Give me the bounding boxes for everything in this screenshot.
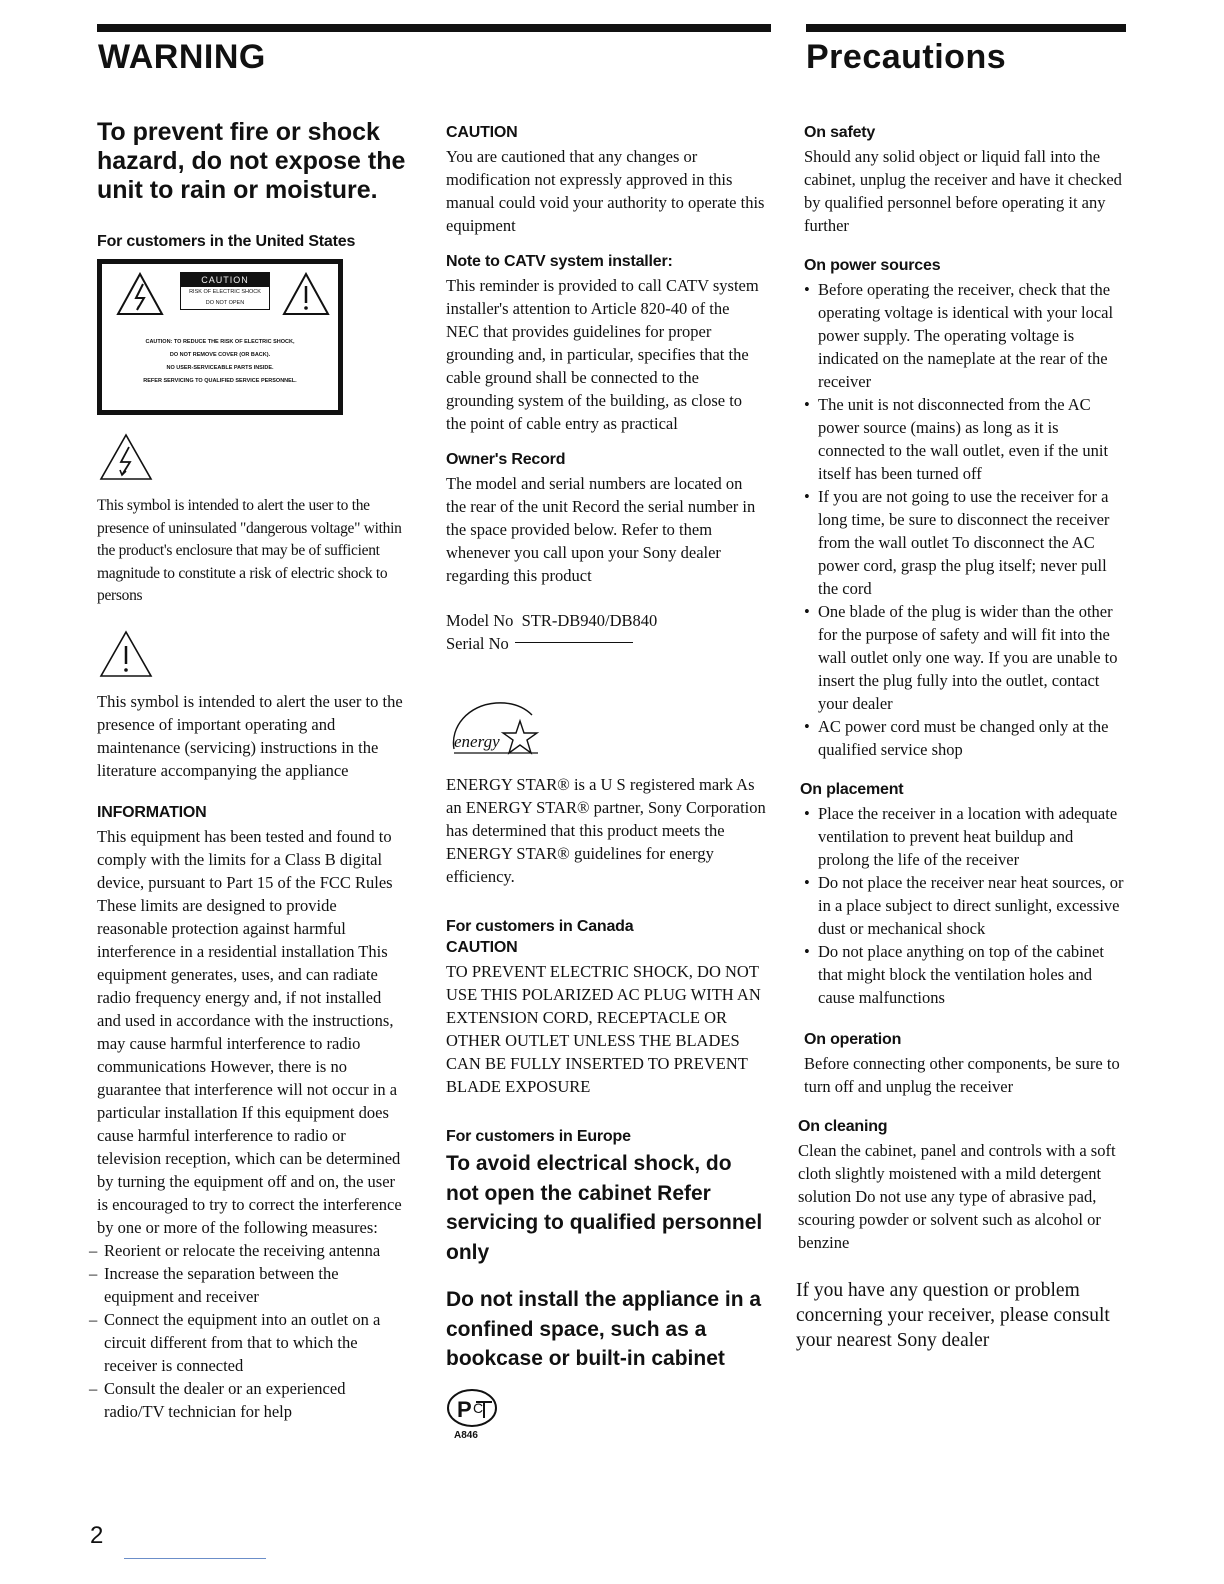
list-item: – Consult the dealer or an experienced radio/TV technician for help [89,1377,409,1423]
europe-lead-2: Do not install the appliance in a confined space, such as a bookcase or built-in cabinet [446,1288,762,1370]
label-donotopen-text: DO NOT OPEN [205,300,245,306]
model-line [446,609,766,632]
cleaning-body: Clean the cabinet, panel and controls with a soft cloth slightly moistened with a mild detergent solution Do not use any type of abrasive pad, scouring powder or solvent such as alcohol or benzine [798,1141,1116,1252]
serial-line [446,632,766,655]
energy-logo-text: energy [454,732,500,751]
exclamation-triangle-icon [99,630,153,678]
cleaning-heading: On cleaning [798,1118,888,1135]
list-item: • Do not place the receiver near heat sources, or in a place subject to direct sunlight, excessive dust or mechanical shock [804,871,1124,940]
caution-label [97,259,343,415]
placement-heading: On placement [800,781,904,798]
europe-heading: For customers in Europe [446,1128,631,1145]
measures-list [89,1239,409,1423]
list-item: • AC power cord must be changed only at the qualified service shop [804,715,1124,761]
column-notices [446,124,766,1441]
pct-mark-icon [446,1388,502,1428]
serial-blank [515,642,633,643]
label-line: NO USER-SERVICEABLE PARTS INSIDE. [166,365,274,371]
header-rule-right [806,24,1126,32]
list-item: – Connect the equipment into an outlet on a circuit different from that to which the receiver is connected [89,1308,409,1377]
page-number: 2 [90,1522,104,1549]
lightning-triangle-icon [116,272,164,316]
information-body: This equipment has been tested and found to comply with the limits for a Class B digital device, pursuant to Part 15 of the FCC Rules These limits are designed to provide reasonable protection against harmful interference in a residential installation This equipment generates, uses, and can radiate radio frequency energy and, if not installed and used in accordance with the instructions, may cause harmful interference to radio communications However, there is no guarantee that interference will not occur in a particular installation If this equipment does cause harmful interference to radio or television reception, which can be determined by turning the equipment off and on, the user is encouraged to try to correct the interference by one or more of the following measures: [97,826,402,1237]
column-warning [97,118,409,1423]
europe-lead-1: To avoid electrical shock, do not open the cabinet Refer servicing to qualified personnel only [446,1152,763,1264]
footer-rule [124,1558,266,1559]
list-item: • If you are not going to use the receiver for a long time, be sure to disconnect the receiver from the wall outlet To disconnect the AC power cord, grasp the plug itself; never pull the cord [804,485,1124,600]
canada-body: TO PREVENT ELECTRIC SHOCK, DO NOT USE THIS POLARIZED AC PLUG WITH AN EXTENSION CORD, RECEPTACLE OR OTHER OUTLET UNLESS THE BLADES CAN BE FULLY INSERTED TO PREVENT BLADE EXPOSURE [446,962,761,1096]
owners-record-body: The model and serial numbers are located on the rear of the unit Record the serial number in the space provided below. Refer to them whenever you call upon your Sony dealer regarding this product [446,474,756,585]
safety-body: Should any solid object or liquid fall into the cabinet, unplug the receiver and have it checked by qualified personnel before operating it any further [804,147,1122,235]
owners-record-heading: Owner's Record [446,451,566,468]
canada-heading: For customers in Canada [446,918,634,935]
header-rule-left [97,24,771,32]
closing-note: If you have any question or problem concerning your receiver, please consult your nearest Sony dealer [796,1280,1110,1351]
label-caution-block [180,272,270,310]
warning-lead: To prevent fire or shock hazard, do not expose the unit to rain or moisture. [97,118,406,204]
lightning-triangle-icon [99,433,153,481]
warning-title: WARNING [98,38,266,76]
energy-star-text: ENERGY STAR® is a U S registered mark As an ENERGY STAR® partner, Sony Corporation has determined that this product meets the ENERGY STAR® guidelines for energy efficiency. [446,775,766,886]
catv-body: This reminder is provided to call CATV system installer's attention to Article 820-40 of the NEC that provides guidelines for proper grounding and, in particular, specifies that the cable ground shall be connected to the grounding system of the building, as close to the point of cable entry as practical [446,276,759,433]
list-item: – Reorient or relocate the receiving antenna [89,1239,409,1262]
label-line: REFER SERVICING TO QUALIFIED SERVICE PERSONNEL. [143,378,297,384]
label-caution-text: CAUTION [181,273,269,287]
list-item: – Increase the separation between the equipment and receiver [89,1262,409,1308]
svg-text:P: P [457,1396,472,1422]
operation-heading: On operation [804,1031,902,1048]
operation-body: Before connecting other components, be sure to turn off and unplug the receiver [804,1054,1120,1096]
column-precautions [796,124,1124,1353]
symbol1-text: This symbol is intended to alert the user to the presence of uninsulated "dangerous voltage" within the product's enclosure that may be of sufficient magnitude to constitute a risk of electric shock to persons [97,497,402,604]
safety-heading: On safety [804,124,876,141]
precautions-title: Precautions [806,38,1007,76]
model-record [446,609,766,655]
exclamation-triangle-icon [282,272,330,316]
list-item: • One blade of the plug is wider than the other for the purpose of safety and will fit into the wall outlet only one way. If you are unable to insert the plug fully into the outlet, contact your dealer [804,600,1124,715]
catv-heading: Note to CATV system installer: [446,253,673,270]
svg-text:C: C [473,1399,484,1416]
pct-code: A846 [454,1429,478,1441]
label-line: DO NOT REMOVE COVER (OR BACK). [169,352,271,358]
model-label: Model No [446,611,514,630]
list-item: • Before operating the receiver, check that the operating voltage is identical with your local power supply. The operating voltage is indicated on the nameplate at the rear of the receiver [804,278,1124,393]
label-line: CAUTION: TO REDUCE THE RISK OF ELECTRIC SHOCK, [145,339,295,345]
power-list [804,278,1124,761]
list-item: • Do not place anything on top of the cabinet that might block the ventilation holes and cause malfunctions [804,940,1124,1009]
energy-star-logo [446,697,542,759]
canada-caution-heading: CAUTION [446,939,518,956]
caution-heading: CAUTION [446,124,518,141]
model-value: STR-DB940/DB840 [521,611,658,630]
label-risk-text: RISK OF ELECTRIC SHOCK [189,289,261,295]
symbol2-text: This symbol is intended to alert the user to the presence of important operating and maintenance (servicing) instructions in the literature accompanying the appliance [97,691,403,780]
list-item: • The unit is not disconnected from the AC power source (mains) as long as it is connected to the wall outlet, even if the unit itself has been turned off [804,393,1124,485]
list-item: • Place the receiver in a location with adequate ventilation to prevent heat buildup and prolong the life of the receiver [804,802,1124,871]
caution-body: You are cautioned that any changes or modification not expressly approved in this manual could void your authority to operate this equipment [446,147,765,235]
information-heading: INFORMATION [97,803,207,821]
placement-list [804,802,1124,1009]
power-heading: On power sources [804,257,941,274]
label-notice-lines [110,336,330,388]
us-heading: For customers in the United States [97,233,356,250]
serial-label: Serial No [446,634,509,653]
